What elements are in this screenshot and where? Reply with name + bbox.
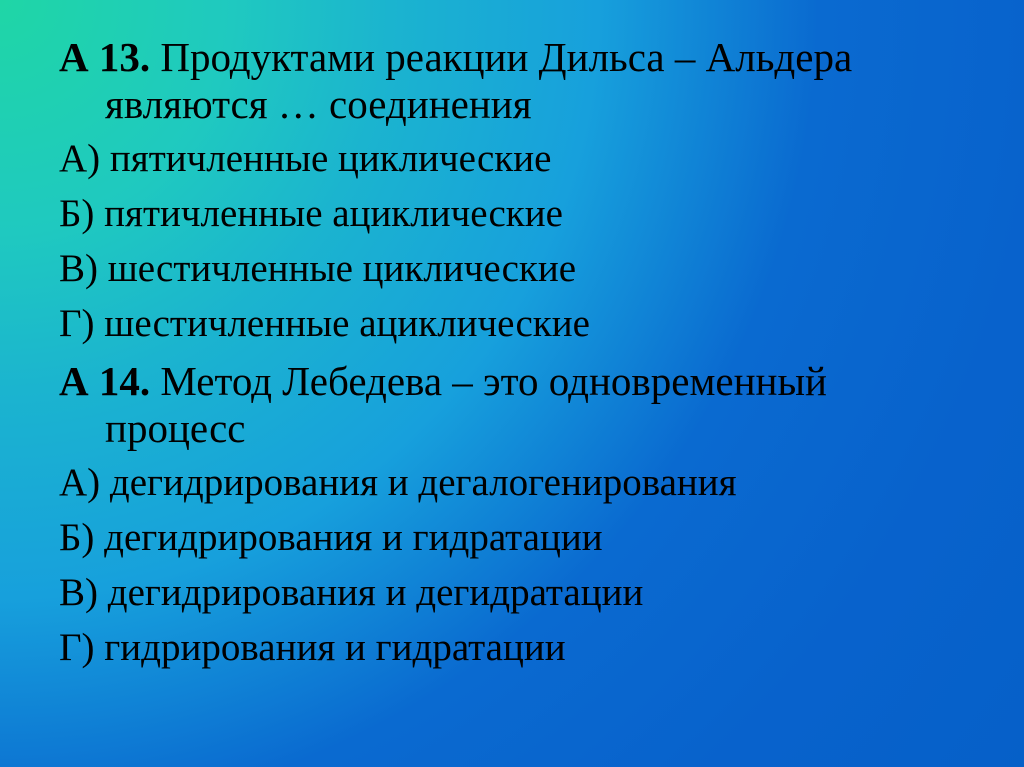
option-label: Г) — [59, 626, 95, 669]
question-a14 — [59, 358, 969, 452]
question-a14-options — [59, 461, 969, 670]
option-label: В) — [59, 247, 98, 291]
option-text: шестичленные циклические — [107, 247, 577, 291]
option-label: А) — [59, 460, 101, 504]
option-a14-b — [59, 516, 969, 560]
question-a14-number: А 14. — [59, 357, 151, 404]
option-label: Г) — [59, 302, 95, 346]
question-a13-options — [59, 137, 969, 346]
question-a13 — [59, 34, 969, 128]
option-label: Б) — [59, 515, 95, 559]
option-text: шестичленные ациклические — [104, 302, 590, 346]
quiz-content — [59, 34, 969, 681]
question-a14-text: Метод Лебедева – это одновременный процесс — [105, 357, 827, 451]
option-text: гидрирования и гидратации — [104, 626, 566, 669]
option-text: дегидрирования и дегалогенирования — [109, 460, 737, 504]
option-a13-b — [59, 192, 969, 236]
option-a14-g — [59, 626, 969, 670]
option-a13-g — [59, 302, 969, 346]
option-a14-a — [59, 461, 969, 505]
question-a13-number: А 13. — [59, 34, 151, 80]
option-a14-v — [59, 571, 969, 615]
option-label: В) — [59, 570, 98, 614]
question-a13-text: Продуктами реакции Дильса – Альдера являются … соединения — [105, 34, 853, 128]
option-label: А) — [59, 137, 101, 181]
option-label: Б) — [59, 192, 95, 236]
option-a13-v — [59, 247, 969, 291]
option-text: пятичленные циклические — [109, 137, 552, 181]
option-text: дегидрирования и гидратации — [104, 515, 603, 559]
option-a13-a — [59, 137, 969, 181]
option-text: дегидрирования и дегидратации — [107, 570, 644, 614]
option-text: пятичленные ациклические — [104, 192, 563, 236]
